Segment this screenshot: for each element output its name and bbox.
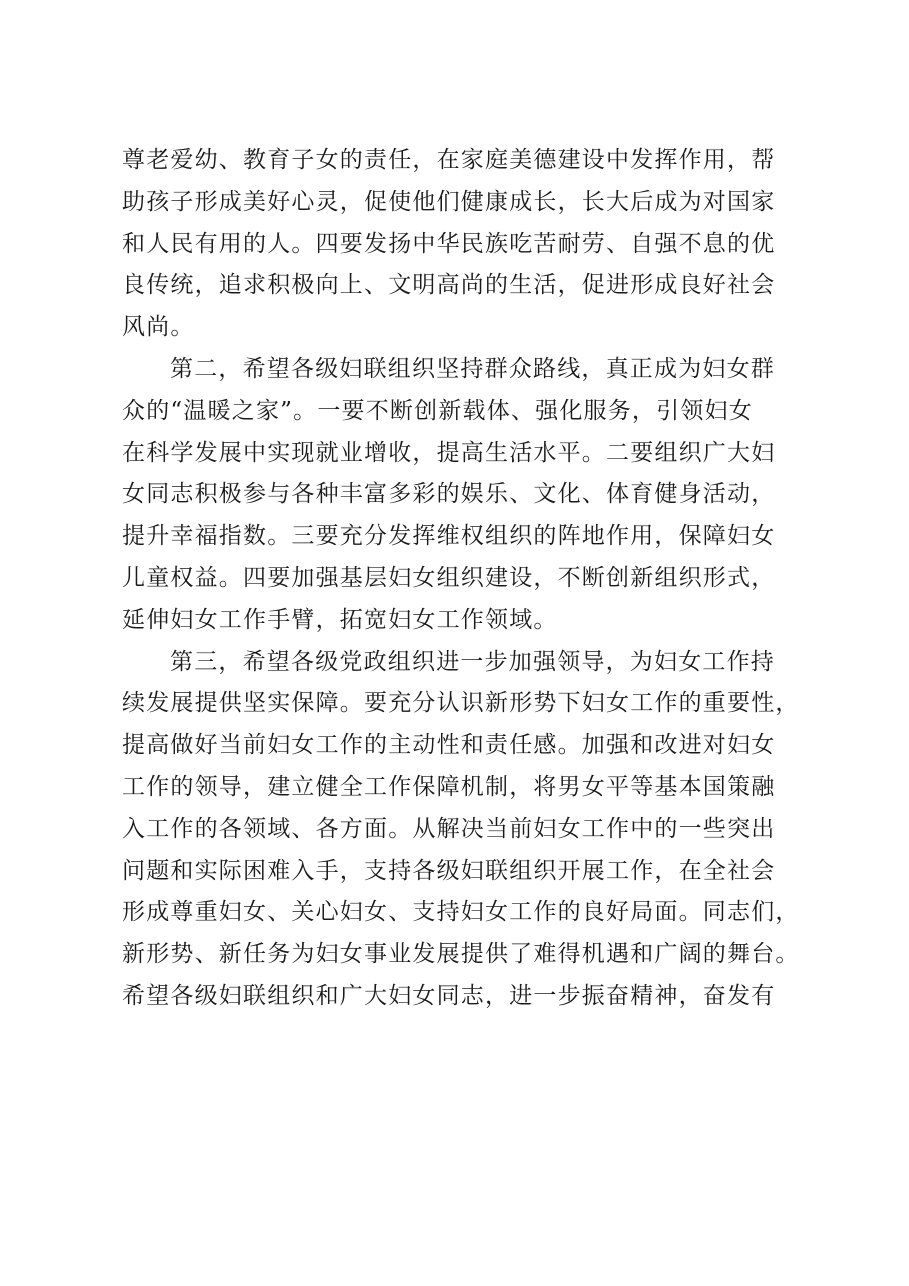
text-line: 延伸妇女工作手臂，拓宽妇女工作领域。 xyxy=(122,606,558,633)
text-line: 形成尊重妇女、关心妇女、支持妇女工作的良好局面。同志们， xyxy=(122,899,800,926)
paragraph-third xyxy=(122,642,812,1018)
text-line: 良传统，追求积极向上、文明高尚的生活，促进形成良好社会 xyxy=(122,272,776,299)
text-line: 女同志积极参与各种丰富多彩的娱乐、文化、体育健身活动， xyxy=(122,481,776,508)
text-line: 新形势、新任务为妇女事业发展提供了难得机遇和广阔的舞台。 xyxy=(122,941,800,968)
text-line: 儿童权益。四要加强基层妇女组织建设，不断创新组织形式， xyxy=(122,564,776,591)
text-line: 助孩子形成美好心灵，促使他们健康成长，长大后成为对国家 xyxy=(122,188,776,215)
text-line: 第三，希望各级党政组织进一步加强领导，为妇女工作持 xyxy=(170,648,775,675)
text-line: 续发展提供坚实保障。要充分认识新形势下妇女工作的重要性， xyxy=(122,690,800,717)
text-line: 在科学发展中实现就业增收，提高生活水平。二要组织广大妇 xyxy=(122,439,776,466)
text-line: 问题和实际困难入手，支持各级妇联组织开展工作，在全社会 xyxy=(122,857,776,884)
text-line: 尊老爱幼、教育子女的责任，在家庭美德建设中发挥作用，帮 xyxy=(122,147,776,173)
text-line: 风尚。 xyxy=(122,314,195,341)
text-line: 提升幸福指数。三要充分发挥维权组织的阵地作用，保障妇女 xyxy=(122,523,776,550)
text-line: 和人民有用的人。四要发扬中华民族吃苦耐劳、自强不息的优 xyxy=(122,230,776,257)
text-line: 第二，希望各级妇联组织坚持群众路线，真正成为妇女群 xyxy=(170,355,775,382)
text-line: 入工作的各领域、各方面。从解决当前妇女工作中的一些突出 xyxy=(122,815,776,842)
text-line: 工作的领导，建立健全工作保障机制，将男女平等基本国策融 xyxy=(122,773,776,800)
paragraph-second xyxy=(122,349,812,642)
text-line: 众的“温暖之家”。一要不断创新载体、强化服务，引领妇女 xyxy=(122,397,753,424)
paragraph-continuation xyxy=(122,140,812,349)
document-body xyxy=(122,140,812,1018)
text-line: 提高做好当前妇女工作的主动性和责任感。加强和改进对妇女 xyxy=(122,732,776,759)
text-line: 希望各级妇联组织和广大妇女同志，进一步振奋精神，奋发有 xyxy=(122,982,776,1009)
